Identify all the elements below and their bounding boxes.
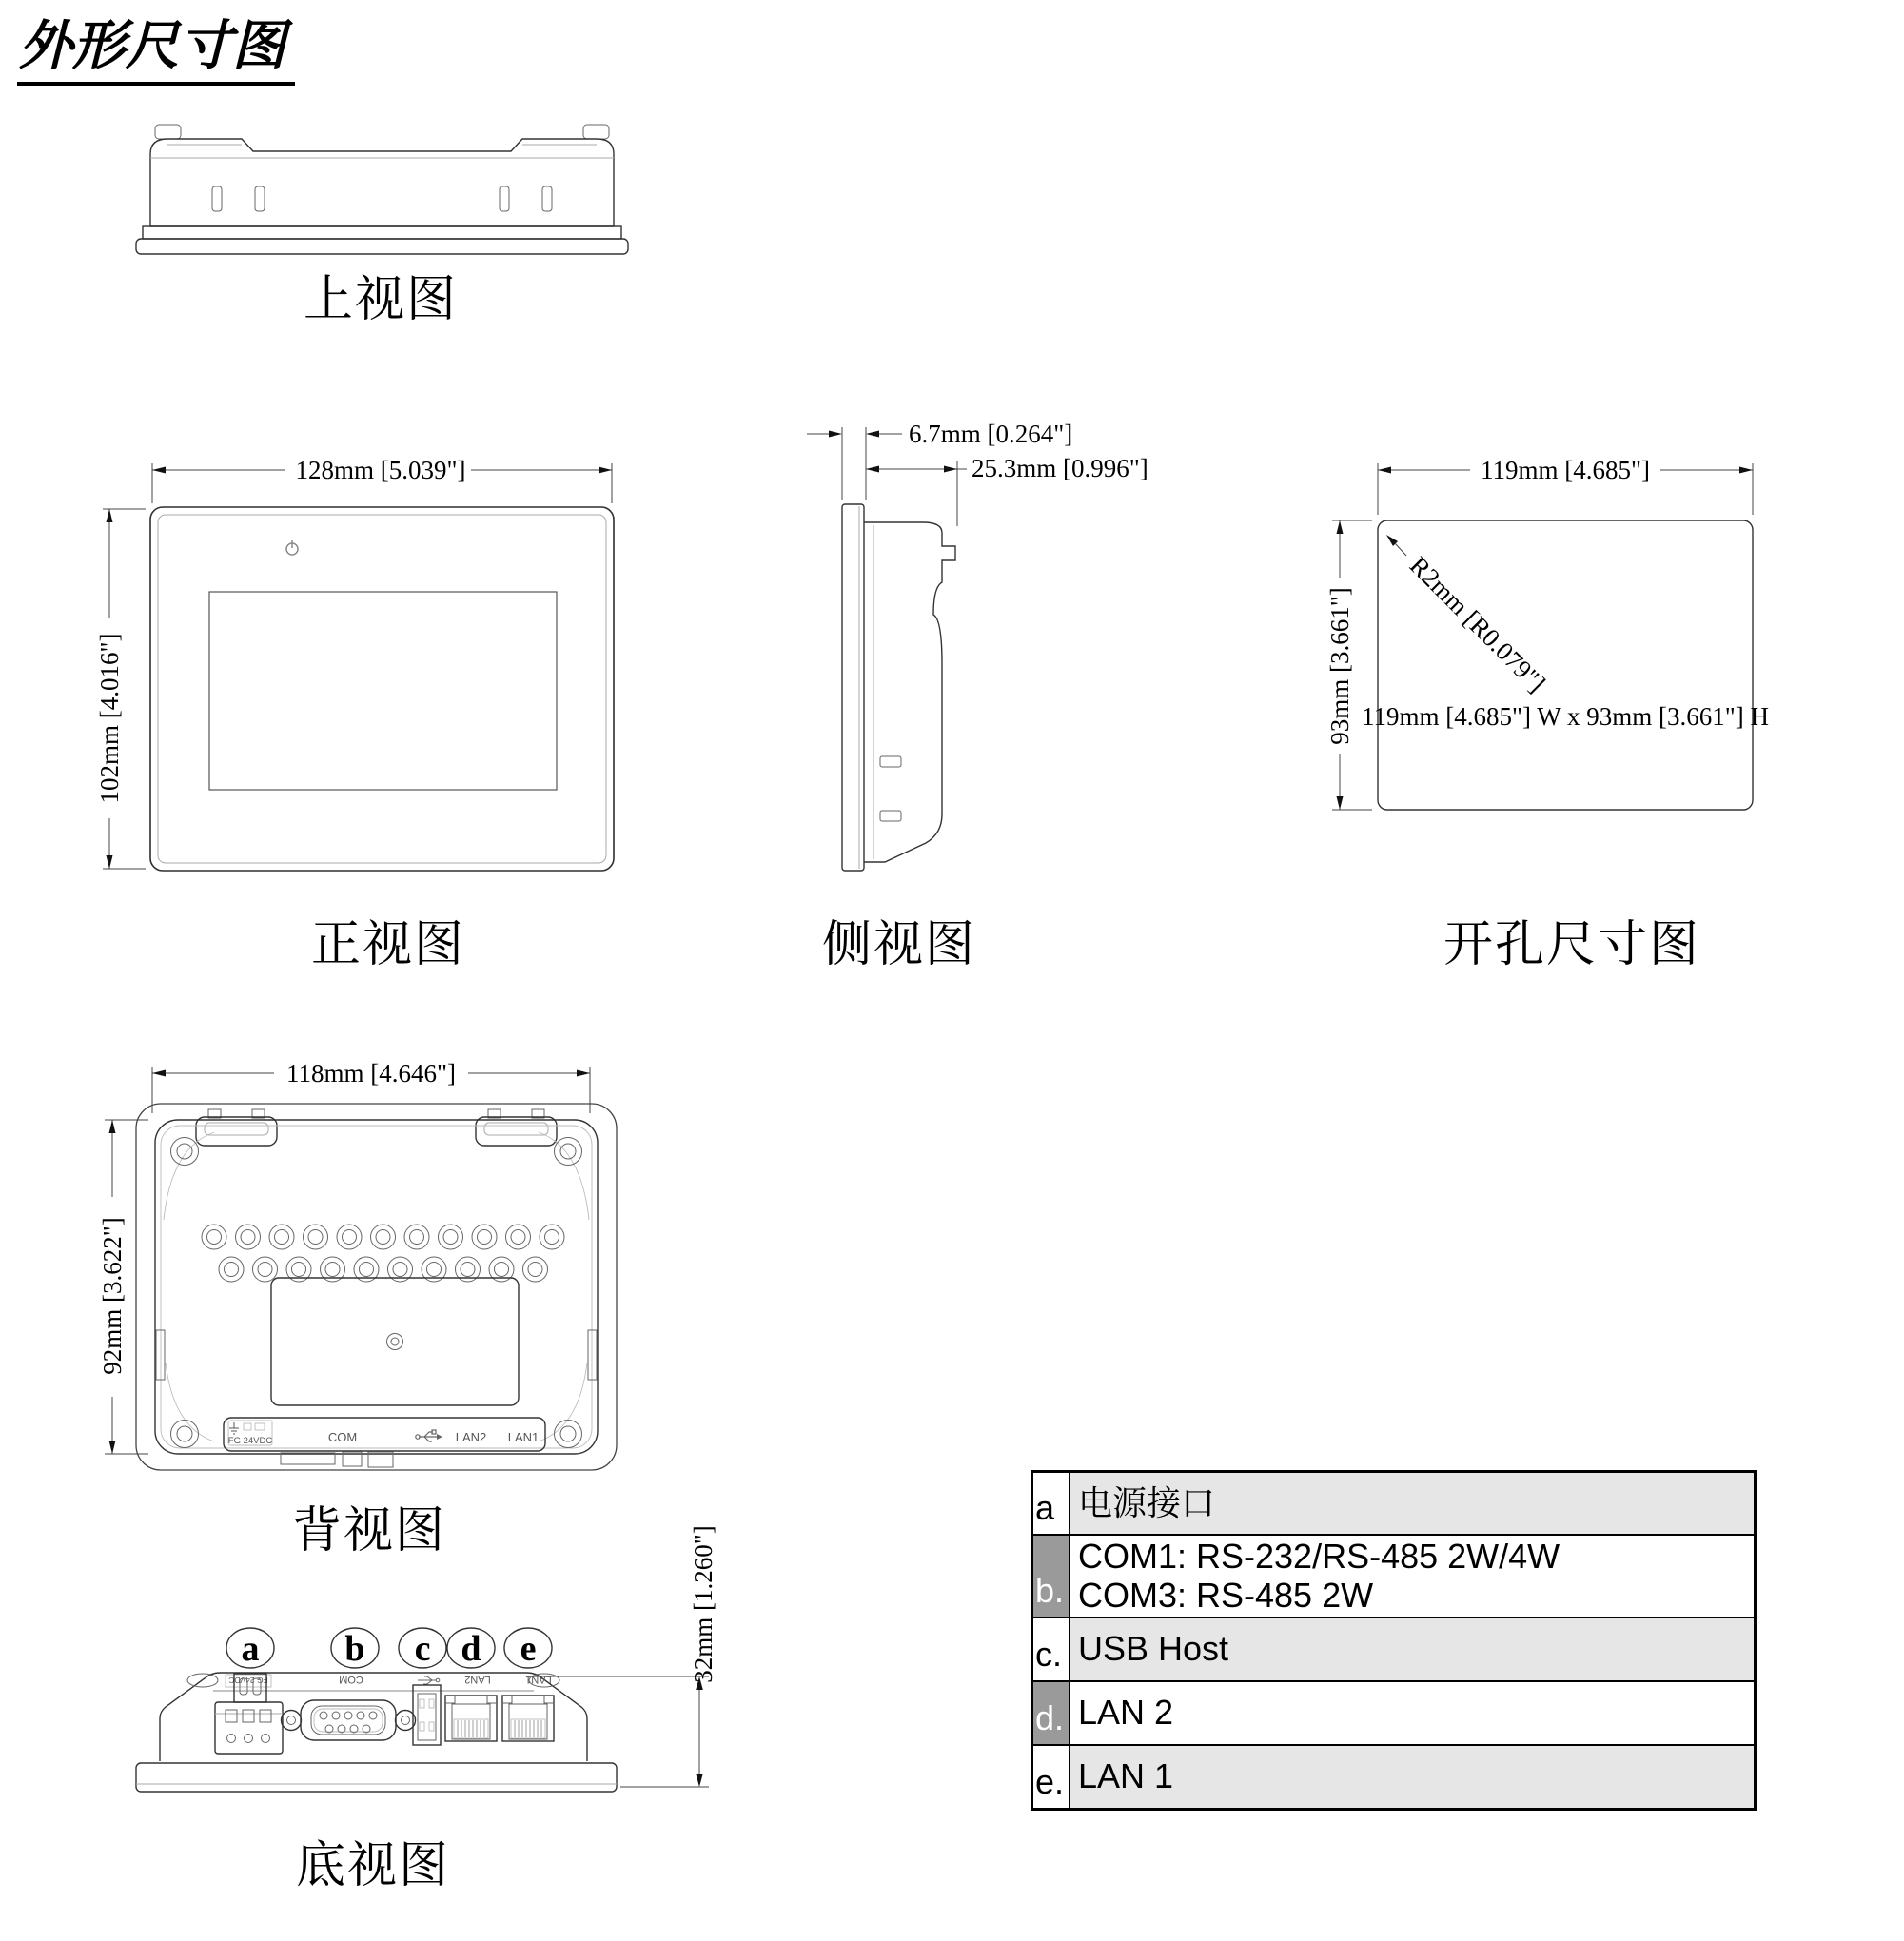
cutout-view-drawing — [1308, 452, 1779, 828]
bottom-lan1-label: LAN1 — [525, 1674, 552, 1685]
rear-width-dimension — [152, 1059, 590, 1113]
legend-key-c: c. — [1033, 1618, 1070, 1680]
bottom-com-label: COM — [339, 1674, 363, 1685]
usb-icon — [418, 1676, 440, 1684]
cutout-width-dim-text: 119mm [4.685"] — [1480, 456, 1651, 484]
cutout-height-dim-text: 93mm [3.661"] — [1325, 587, 1354, 745]
rear-mounting-clip-left — [196, 1109, 277, 1146]
top-view-drawing — [131, 112, 636, 261]
cutout-height-dimension — [1325, 520, 1372, 810]
bottom-power-label: FG 24VDC — [228, 1676, 268, 1685]
top-view-label: 上视图 — [303, 273, 458, 327]
rear-view-label: 背视图 — [291, 1504, 446, 1559]
callout-e: e — [520, 1629, 537, 1669]
rear-lan2-label: LAN2 — [455, 1430, 487, 1444]
legend-text-b-line1: COM1: RS-232/RS-485 2W/4W — [1078, 1537, 1560, 1577]
legend-row-c — [1033, 1618, 1754, 1682]
front-view-label: 正视图 — [310, 918, 465, 972]
side-bezel-dim-text: 6.7mm [0.264"] — [909, 420, 1073, 448]
port-callouts — [226, 1628, 552, 1669]
rear-label-recess — [271, 1278, 519, 1405]
legend-key-b: b. — [1033, 1536, 1070, 1617]
front-width-dimension — [152, 456, 612, 503]
legend-text-e: LAN 1 — [1078, 1756, 1174, 1796]
bottom-port-labels — [226, 1674, 552, 1687]
rear-body — [155, 1120, 598, 1454]
power-led-icon — [286, 540, 298, 555]
side-depth-dimension — [866, 454, 1148, 526]
bottom-flange — [136, 1763, 617, 1792]
rear-lan1-label: LAN1 — [507, 1430, 540, 1444]
rear-power-label: FG 24VDC — [227, 1436, 273, 1446]
front-screen-area — [209, 592, 557, 790]
legend-text-d: LAN 2 — [1078, 1693, 1174, 1733]
legend-text-a: 电源接口 — [1078, 1482, 1216, 1522]
side-front-bezel — [842, 504, 864, 871]
side-latch-tab — [880, 811, 901, 821]
side-view-label: 侧视图 — [821, 918, 976, 972]
top-view-body — [136, 125, 628, 254]
legend-row-e — [1033, 1746, 1754, 1808]
rear-connector-strip — [224, 1418, 545, 1451]
legend-key-d: d. — [1033, 1682, 1070, 1744]
front-height-dimension — [95, 509, 146, 869]
side-latch-tab — [880, 756, 901, 767]
bottom-device-outline — [136, 1673, 617, 1792]
rear-side-slot — [156, 1330, 165, 1380]
side-chassis — [864, 522, 955, 862]
legend-text-c: USB Host — [1078, 1629, 1229, 1669]
rear-mounting-clip-right — [476, 1109, 557, 1146]
rear-side-slot — [588, 1330, 597, 1380]
rear-vent-holes — [202, 1225, 564, 1282]
rear-view-drawing — [67, 1051, 638, 1503]
rear-height-dim-text: 92mm [3.622"] — [98, 1217, 127, 1375]
front-width-dim-text: 128mm [5.039"] — [295, 456, 466, 484]
cutout-radius-text: R2mm [R0.079"] — [1403, 551, 1551, 698]
callout-c: c — [414, 1629, 431, 1669]
callout-b: b — [344, 1629, 365, 1669]
legend-row-a — [1033, 1473, 1754, 1536]
rear-corner-screws — [171, 1138, 582, 1448]
rear-height-dimension — [98, 1120, 148, 1454]
rear-width-dim-text: 118mm [4.646"] — [285, 1059, 457, 1088]
page-title: 外形尺寸图 — [17, 4, 295, 86]
legend-key-a: a — [1033, 1473, 1070, 1534]
lan1-connector — [502, 1696, 554, 1741]
legend-text-b-line2: COM3: RS-485 2W — [1078, 1575, 1374, 1615]
legend-row-b — [1033, 1536, 1754, 1618]
usb-icon — [416, 1430, 442, 1441]
bottom-depth-dimension — [533, 1525, 717, 1787]
side-view-drawing — [795, 414, 1194, 885]
cutout-view-label: 开孔尺寸图 — [1443, 918, 1700, 972]
legend-row-d — [1033, 1682, 1754, 1746]
bottom-view-label: 底视图 — [295, 1839, 450, 1893]
ground-icon — [229, 1422, 239, 1434]
legend-key-e: e. — [1033, 1746, 1070, 1808]
top-vent-slot — [542, 186, 552, 211]
side-device-outline — [842, 504, 955, 871]
rear-com-label: COM — [327, 1430, 358, 1444]
top-vent-slot — [500, 186, 509, 211]
callout-d: d — [461, 1629, 481, 1669]
usb-connector — [413, 1685, 441, 1745]
rear-mounting-flange — [136, 1104, 617, 1470]
side-depth-dim-text: 25.3mm [0.996"] — [972, 454, 1148, 482]
lan2-connector — [445, 1696, 497, 1741]
top-vent-slot — [212, 186, 222, 211]
top-view-bezel-flange — [143, 226, 621, 239]
cutout-corner-radius-note — [1386, 535, 1551, 697]
front-view-drawing — [71, 447, 638, 885]
port-legend-table — [1031, 1470, 1757, 1811]
top-vent-slot — [255, 186, 265, 211]
bottom-lan2-label: LAN2 — [464, 1674, 491, 1685]
cutout-width-dimension — [1378, 456, 1753, 515]
cutout-size-note: 119mm [4.685"] W x 93mm [3.661"] H — [1361, 702, 1770, 731]
callout-a: a — [241, 1629, 260, 1669]
front-panel-outline — [150, 507, 614, 871]
com-db9-connector — [282, 1700, 416, 1740]
front-height-dim-text: 102mm [4.016"] — [95, 633, 124, 804]
bottom-depth-dim-text: 32mm [1.260"] — [689, 1525, 717, 1683]
